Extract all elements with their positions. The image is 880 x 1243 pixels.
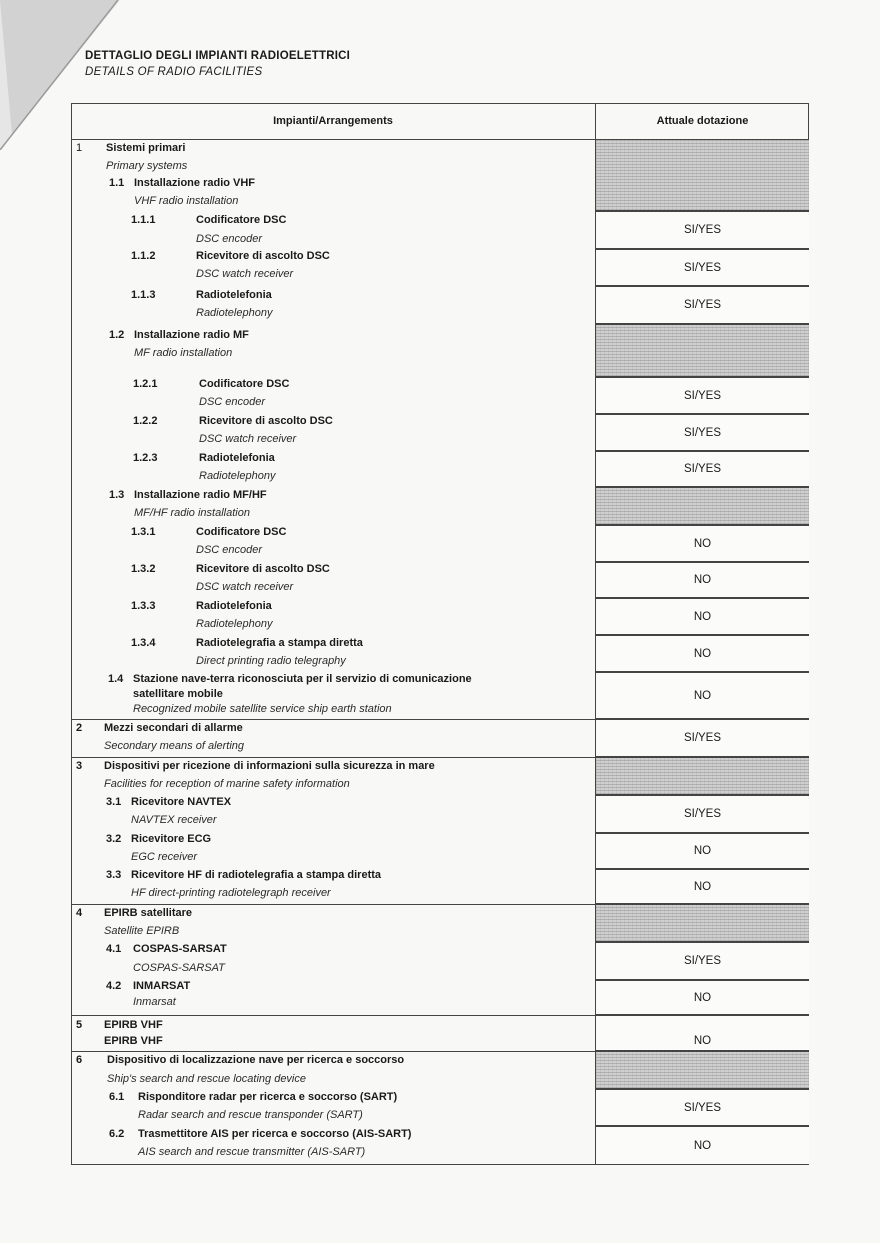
- row-divider: [71, 139, 596, 140]
- row-label-en: VHF radio installation: [134, 195, 239, 207]
- value-cell: SI/YES: [596, 719, 809, 757]
- value-cell: SI/YES: [596, 414, 809, 451]
- value-cell: NO: [596, 1015, 809, 1051]
- row-label-en: Recognized mobile satellite service ship earth station: [133, 703, 392, 715]
- row-label-it: EPIRB VHF: [104, 1019, 163, 1031]
- value-cell: SI/YES: [596, 795, 809, 833]
- row-number: 1.1.2: [131, 250, 156, 262]
- row-label-it: Installazione radio VHF: [134, 177, 256, 189]
- row-number: 1.3: [109, 489, 125, 501]
- row-label-en: DSC encoder: [196, 233, 263, 245]
- row-label-en: DSC watch receiver: [196, 268, 294, 280]
- value-cell: SI/YES: [596, 249, 809, 286]
- row-label-en: Radiotelephony: [196, 618, 273, 630]
- shaded-cell: [596, 487, 809, 525]
- row-divider: [71, 719, 596, 720]
- document-heading: [85, 50, 350, 78]
- row-label-it: Ricevitore HF di radiotelegrafia a stampa diretta: [131, 869, 382, 881]
- row-number: 3.1: [106, 796, 122, 808]
- row-number: 4: [76, 907, 83, 919]
- value-cell: NO: [596, 672, 809, 719]
- row-label-en: Satellite EPIRB: [104, 925, 180, 937]
- row-label-it: COSPAS-SARSAT: [133, 943, 227, 955]
- value-cell: NO: [596, 869, 809, 904]
- row-label-en: MF/HF radio installation: [134, 507, 250, 519]
- row-label-it: INMARSAT: [133, 980, 191, 992]
- row-label-it: Sistemi primari: [106, 142, 186, 154]
- heading-title-italian: DETTAGLIO DEGLI IMPIANTI RADIOELETTRICI: [85, 50, 351, 62]
- row-label-it: Codificatore DSC: [196, 214, 287, 226]
- row-number: 1.1.3: [131, 289, 156, 301]
- row-number: 1.1.1: [131, 214, 156, 226]
- row-label-en: Ship's search and rescue locating device: [107, 1073, 306, 1085]
- row-label-en: Secondary means of alerting: [104, 740, 245, 752]
- row-number: 3.3: [106, 869, 122, 881]
- row-label-en: Direct printing radio telegraphy: [196, 655, 346, 667]
- row-number: 1.3.1: [131, 526, 156, 538]
- row-number: 5: [76, 1019, 83, 1031]
- row-label-it: Ricevitore NAVTEX: [131, 796, 232, 808]
- row-label-it: Dispositivo di localizzazione nave per ricerca e soccorso: [107, 1054, 405, 1066]
- value-cell: NO: [596, 562, 809, 598]
- row-label-en: AIS search and rescue transmitter (AIS-SART): [138, 1146, 366, 1158]
- row-label-it: Ricevitore di ascolto DSC: [199, 415, 333, 427]
- row-label-it: Risponditore radar per ricerca e soccorso (SART): [138, 1091, 398, 1103]
- value-cell: SI/YES: [596, 377, 809, 414]
- row-label-it: EPIRB satellitare: [104, 907, 193, 919]
- row-label-it: Ricevitore di ascolto DSC: [196, 563, 330, 575]
- row-number: 1.3.3: [131, 600, 156, 612]
- shaded-cell: [596, 324, 809, 377]
- row-label-en: Radar search and rescue transponder (SART): [138, 1109, 363, 1121]
- row-number: 4.2: [106, 980, 122, 992]
- row-label-en: DSC encoder: [199, 396, 266, 408]
- row-label-it: Ricevitore di ascolto DSC: [196, 250, 330, 262]
- row-label-it: Radiotelefonia: [199, 452, 275, 464]
- row-number: 1.2.2: [133, 415, 158, 427]
- row-label-en: Radiotelephony: [199, 470, 276, 482]
- row-number: 6.2: [109, 1128, 125, 1140]
- column-header-current: Attuale dotazione: [656, 115, 749, 127]
- row-label-it: Codificatore DSC: [196, 526, 287, 538]
- row-label-it: Radiotelefonia: [196, 289, 272, 301]
- row-number: 4.1: [106, 943, 122, 955]
- value-cell: NO: [596, 635, 809, 672]
- shaded-cell: [596, 757, 809, 795]
- row-label-en: EGC receiver: [131, 851, 198, 863]
- heading-title-english: DETAILS OF RADIO FACILITIES: [85, 66, 263, 78]
- row-label-it: Ricevitore ECG: [131, 833, 212, 845]
- row-number: 1.2.1: [133, 378, 158, 390]
- row-number: 3: [76, 760, 83, 772]
- row-label-en: HF direct-printing radiotelegraph receiver: [131, 887, 331, 899]
- shaded-cell: [596, 1051, 809, 1089]
- row-divider: [71, 904, 596, 905]
- row-label-it: Stazione nave-terra riconosciuta per il servizio di comunicazione: [133, 673, 472, 685]
- row-number: 1.2: [109, 329, 125, 341]
- row-number: 3.2: [106, 833, 122, 845]
- value-cell: SI/YES: [596, 1089, 809, 1126]
- row-label-en: DSC encoder: [196, 544, 263, 556]
- row-number: 1.4: [108, 673, 124, 685]
- row-label-en: Inmarsat: [133, 996, 176, 1008]
- row-label-it: Radiotelefonia: [196, 600, 272, 612]
- row-number: 2: [76, 722, 83, 734]
- row-label-en: DSC watch receiver: [196, 581, 294, 593]
- value-cell: SI/YES: [596, 451, 809, 487]
- row-number: 6: [76, 1054, 83, 1066]
- row-label-en: Radiotelephony: [196, 307, 273, 319]
- row-number: 1.1: [109, 177, 125, 189]
- row-number: 1: [76, 142, 83, 154]
- value-cell: NO: [596, 598, 809, 635]
- row-number: 1.2.3: [133, 452, 158, 464]
- row-label-it: Radiotelegrafia a stampa diretta: [196, 637, 363, 649]
- row-number: 6.1: [109, 1091, 125, 1103]
- value-cell: SI/YES: [596, 286, 809, 324]
- row-divider: [71, 757, 596, 758]
- row-label-it-cont: satellitare mobile: [133, 688, 223, 700]
- row-label-it: Installazione radio MF/HF: [134, 489, 267, 501]
- row-label-it: Dispositivi per ricezione di informazioni sulla sicurezza in mare: [104, 760, 435, 772]
- row-label-en: EPIRB VHF: [104, 1035, 163, 1047]
- value-cell: NO: [596, 1126, 809, 1165]
- row-divider: [71, 1051, 596, 1052]
- value-cell: SI/YES: [596, 211, 809, 249]
- value-cell: NO: [596, 833, 809, 869]
- row-label-en: NAVTEX receiver: [131, 814, 217, 826]
- shaded-cell: [596, 139, 809, 211]
- value-cell: SI/YES: [596, 942, 809, 980]
- row-label-en: MF radio installation: [134, 347, 233, 359]
- row-label-it: Installazione radio MF: [134, 329, 249, 341]
- row-label-it: Trasmettitore AIS per ricerca e soccorso (AIS-SART): [138, 1128, 412, 1140]
- row-label-en: COSPAS-SARSAT: [133, 962, 225, 974]
- row-label-en: DSC watch receiver: [199, 433, 297, 445]
- row-label-it: Codificatore DSC: [199, 378, 290, 390]
- column-header-arrangements: Impianti/Arrangements: [273, 115, 393, 127]
- row-label-it: Mezzi secondari di allarme: [104, 722, 243, 734]
- row-number: 1.3.4: [131, 637, 156, 649]
- value-cell: NO: [596, 980, 809, 1015]
- row-divider: [71, 1015, 596, 1016]
- row-label-en: Primary systems: [106, 160, 188, 172]
- row-label-en: Facilities for reception of marine safety information: [104, 778, 350, 790]
- value-cell: NO: [596, 525, 809, 562]
- row-number: 1.3.2: [131, 563, 156, 575]
- shaded-cell: [596, 904, 809, 942]
